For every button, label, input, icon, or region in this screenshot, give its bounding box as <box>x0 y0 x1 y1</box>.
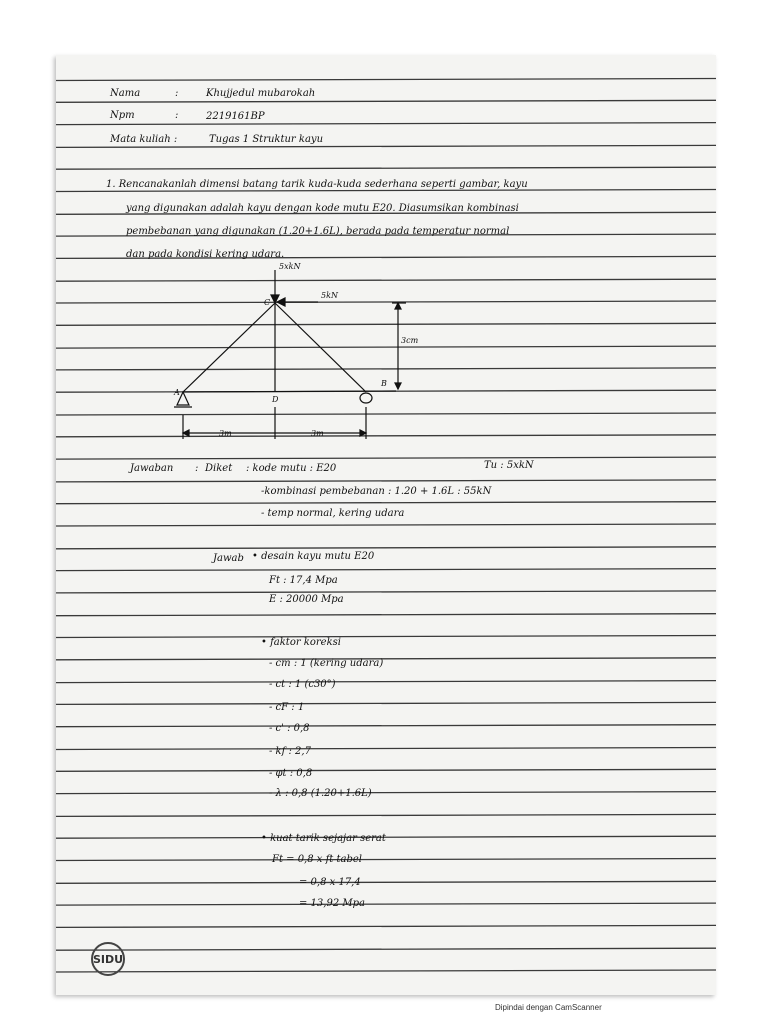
koreksi-cm: - cm : 1 (kering udara) <box>269 658 384 669</box>
diket-kombinasi: -kombinasi pembebanan : 1.20 + 1.6L : 55kN <box>261 486 492 497</box>
ruled-line <box>56 859 716 861</box>
diket-kode-mutu: : kode mutu : E20 <box>246 463 337 474</box>
diket-temp: - temp normal, kering udara <box>261 508 405 519</box>
label-span-right: 3m <box>311 429 324 438</box>
diket-label: Diket <box>205 463 233 474</box>
kuat-title: • kuat tarik sejajar serat <box>261 833 386 844</box>
label-load-side: 5kN <box>321 291 338 300</box>
kuat-line-3: = 13,92 Mpa <box>299 898 365 909</box>
desain-ft: Ft : 17,4 Mpa <box>269 575 338 586</box>
height-dim-arrow-top <box>395 303 401 309</box>
ruled-line <box>56 457 716 459</box>
kuat-line-2: = 0,8 x 17,4 <box>299 877 361 888</box>
ruled-line <box>56 502 716 504</box>
koreksi-cf: - cF : 1 <box>269 702 305 713</box>
truss-diagram <box>56 55 716 455</box>
node-label-a: A <box>174 388 180 397</box>
koreksi-kf: - kf : 2,7 <box>269 746 311 757</box>
problem-line-3: pembebanan yang digunakan (1.20+1.6L), berada pada temperatur normal <box>126 226 510 237</box>
ruled-line <box>56 881 716 883</box>
ruled-line <box>56 836 716 838</box>
koreksi-lambda: - λ : 0,8 (1.20+1.6L) <box>269 788 372 799</box>
load-arrow-horizontal-head <box>277 298 285 306</box>
height-dim-arrow-bottom <box>395 383 401 389</box>
node-label-d: D <box>272 395 279 404</box>
ruled-line <box>56 658 716 660</box>
ruled-line <box>56 814 716 816</box>
koreksi-title: • faktor koreksi <box>261 637 341 648</box>
npm-label: Npm <box>110 110 135 121</box>
ruled-line <box>56 970 716 972</box>
ruled-line <box>56 547 716 549</box>
kuat-line-1: Ft = 0,8 x ft tabel <box>272 854 362 865</box>
course-value: Tugas 1 Struktur kayu <box>209 134 324 145</box>
npm-colon: : <box>175 110 179 121</box>
desain-title: • desain kayu mutu E20 <box>252 551 375 562</box>
node-label-c: C <box>264 298 271 307</box>
notebook-page <box>56 55 716 995</box>
course-label: Mata kuliah : <box>110 134 178 145</box>
ruled-line <box>56 748 716 750</box>
problem-line-1: 1. Rencanakanlah dimensi batang tarik kuda-kuda sederhana seperti gambar, kayu <box>106 179 528 190</box>
ruled-line <box>56 769 716 771</box>
ruled-line <box>56 524 716 526</box>
diket-tu: Tu : 5xkN <box>484 460 534 471</box>
span-dim-arrow-left <box>183 430 189 436</box>
koreksi-c: - c' : 0,8 <box>269 723 310 734</box>
member-ac <box>183 303 275 392</box>
label-load-top: 5xkN <box>279 262 301 271</box>
node-label-b: B <box>381 379 387 388</box>
scanner-watermark: Dipindai dengan CamScanner <box>495 1003 602 1012</box>
name-value: Khujjedul mubarokah <box>206 88 316 99</box>
koreksi-phi: - φt : 0,8 <box>269 768 313 779</box>
koreksi-ct: - ct : 1 (c30°) <box>269 679 336 690</box>
ruled-line <box>56 480 716 482</box>
ruled-line <box>56 725 716 727</box>
label-height: 3cm <box>401 336 419 345</box>
problem-line-4: dan pada kondisi kering udara. <box>126 249 285 260</box>
ruled-line <box>56 948 716 950</box>
label-span-left: 3m <box>219 429 232 438</box>
name-label: Nama <box>110 88 141 99</box>
ruled-line <box>56 591 716 593</box>
jawaban-label: Jawaban <box>130 463 174 474</box>
ruled-line <box>56 925 716 927</box>
ruled-line <box>56 569 716 571</box>
member-cb <box>275 303 366 392</box>
ruled-line <box>56 636 716 638</box>
span-dim-arrow-right <box>360 430 366 436</box>
jawab-label: Jawab <box>213 553 244 564</box>
support-b-roller <box>360 393 372 403</box>
notebook-brand-logo: SIDU <box>91 942 125 976</box>
ruled-line <box>56 903 716 905</box>
ruled-line <box>56 702 716 704</box>
desain-e: E : 20000 Mpa <box>269 594 344 605</box>
problem-line-2: yang digunakan adalah kayu dengan kode mutu E20. Diasumsikan kombinasi <box>126 203 519 214</box>
member-ab <box>183 391 396 392</box>
ruled-line <box>56 681 716 683</box>
npm-value: 2219161BP <box>206 111 265 122</box>
ruled-line <box>56 614 716 616</box>
name-colon: : <box>175 88 179 99</box>
jawaban-colon: : <box>195 463 199 474</box>
ruled-line <box>56 792 716 794</box>
